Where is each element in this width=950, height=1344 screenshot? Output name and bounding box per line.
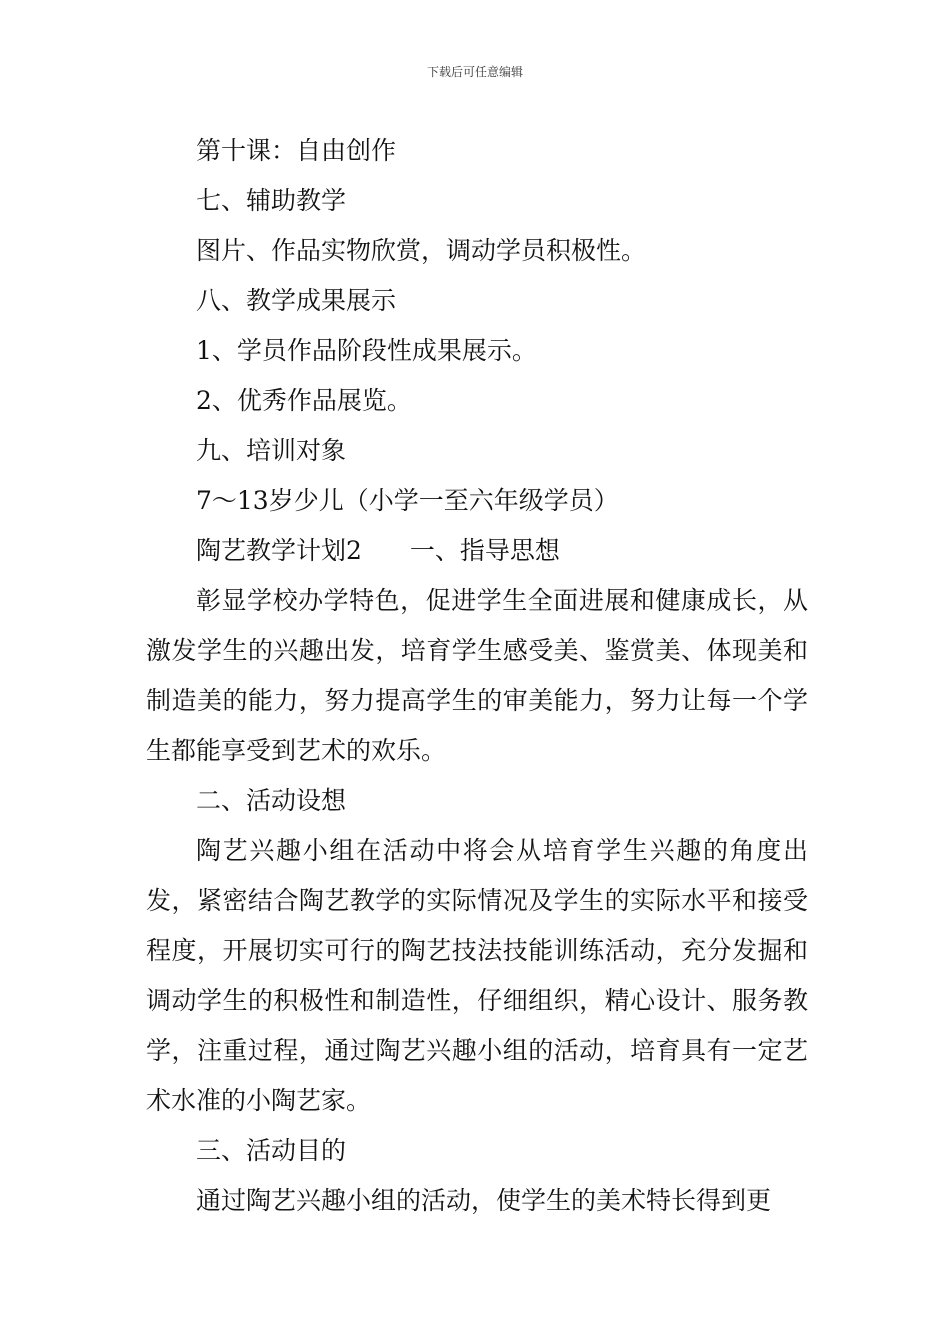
plan-2-heading-line xyxy=(146,526,808,576)
plan-2-section-2-paragraph: 陶艺兴趣小组在活动中将会从培育学生兴趣的角度出发，紧密结合陶艺教学的实际情况及学生的实际水平和接受程度，开展切实可行的陶艺技法技能训练活动，充分发掘和调动学生的积极性和制造性，仔细组织，精心设计、服务教学，注重过程，通过陶艺兴趣小组的活动，培育具有一定艺术水准的小陶艺家。 xyxy=(146,836,808,1115)
section-8-item-2: 2、优秀作品展览。 xyxy=(196,386,412,415)
section-9-heading: 九、培训对象 xyxy=(196,436,347,465)
section-9-text: 7～13岁少儿（小学一至六年级学员） xyxy=(196,486,619,515)
section-8-item-1: 1、学员作品阶段性成果展示。 xyxy=(196,336,537,365)
section-7-text: 图片、作品实物欣赏，调动学员积极性。 xyxy=(196,236,647,265)
section-7-heading: 七、辅助教学 xyxy=(196,186,347,215)
plan-2-section-1-paragraph: 彰显学校办学特色，促进学生全面进展和健康成长，从激发学生的兴趣出发，培育学生感受美、鉴赏美、体现美和制造美的能力，努力提高学生的审美能力，努力让每一个学生都能享受到艺术的欢乐。 xyxy=(146,586,808,765)
plan-2-section-3-paragraph: 通过陶艺兴趣小组的活动，使学生的美术特长得到更 xyxy=(196,1186,772,1215)
plan-2-section-1-heading: 一、指导思想 xyxy=(409,536,560,565)
plan-2-title: 陶艺教学计划2 xyxy=(196,536,362,565)
plan-2-section-3-heading: 三、活动目的 xyxy=(196,1136,347,1165)
lesson-10-heading: 第十课：自由创作 xyxy=(196,136,397,165)
document-body xyxy=(146,126,808,1226)
section-8-heading: 八、教学成果展示 xyxy=(196,286,397,315)
page-header: 下载后可任意编辑 xyxy=(426,65,523,79)
plan-2-section-2-heading: 二、活动设想 xyxy=(196,786,347,815)
